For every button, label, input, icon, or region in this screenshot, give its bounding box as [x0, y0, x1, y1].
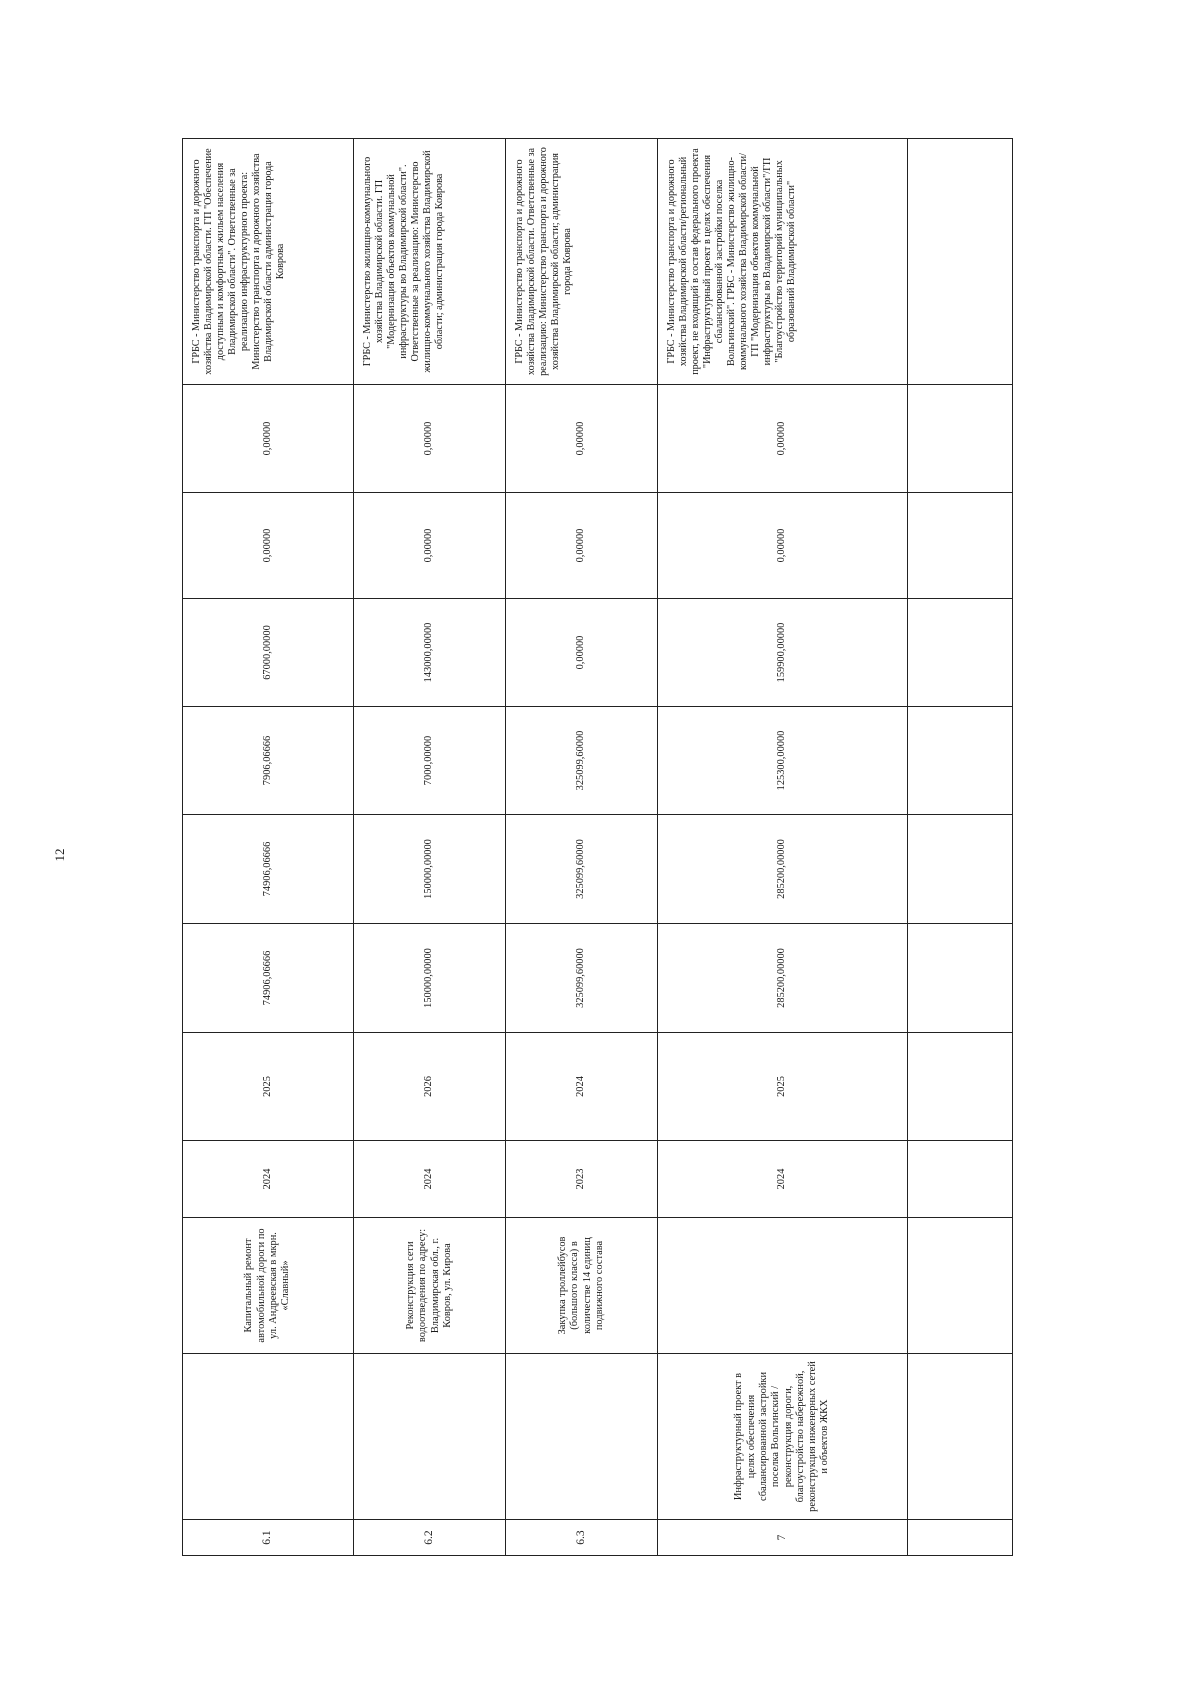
total-amount: 325099,60000: [506, 924, 658, 1033]
amount-1: 150000,00000: [354, 815, 506, 924]
empty-cell: [908, 139, 1013, 385]
responsible-text: ГРБС - Министерство транспорта и дорожного хозяйства Владимирской области/региональный проект, не входящий в состав федерального проекта "Инфраструктурный проект в целях обеспечения сбалансированной застройки поселка Вольгинский". ГРБС - Министерство жилищно-коммунального хозяйства Владимирской области/ГП "Модернизация объектов коммунальной инфраструктуры во Владимирской области"/ГП "Благоустройство территорий муниципальных образований Владимирской области": [658, 139, 908, 385]
amount-5: 0,00000: [506, 385, 658, 493]
empty-cell: [908, 707, 1013, 815]
year-end: 2025: [183, 1033, 354, 1141]
object-name: Закупка троллейбусов (большого класса) в количестве 14 единиц подвижного состава: [506, 1218, 658, 1354]
table-row: [658, 139, 908, 1556]
amount-1: 285200,00000: [658, 815, 908, 924]
amount-3: 0,00000: [506, 599, 658, 707]
table-row: [354, 139, 506, 1556]
responsible-text: ГРБС - Министерство жилищно-коммунального хозяйства Владимирской области. ГП "Модернизация объектов коммунальной инфраструктуры во Владимирской области". Ответственные за реализацию: Министерство жилищно-коммунального хозяйства Владимирской области; администрация города Коврова: [354, 139, 506, 385]
projects-table: [182, 138, 1013, 1556]
empty-cell: [908, 1218, 1013, 1354]
responsible-text: ГРБС - Министерство транспорта и дорожного хозяйства Владимирской области. ГП "Обеспечение доступным и комфортным жильем населения Владимирской области". Ответственные за реализацию инфраструктурного проекта: Министерство транспорта и дорожного хозяйства Владимирской области администрация города Коврова: [183, 139, 354, 385]
responsible-text: ГРБС - Министерство транспорта и дорожного хозяйства Владимирской области. Ответственные за реализацию: Министерство транспорта и дорожного хозяйства Владимирской области; администрация города Коврова: [506, 139, 658, 385]
empty-cell: [908, 1354, 1013, 1520]
empty-cell: [908, 599, 1013, 707]
year-start: 2023: [506, 1141, 658, 1218]
table-row: [908, 139, 1013, 1556]
amount-4: 0,00000: [354, 493, 506, 599]
amount-2: 7906,06666: [183, 707, 354, 815]
row-number: 6.3: [506, 1520, 658, 1556]
empty-cell: [908, 385, 1013, 493]
empty-cell: [908, 1520, 1013, 1556]
table-row: [183, 139, 354, 1556]
group-name-cell: [354, 1354, 506, 1520]
year-start: 2024: [658, 1141, 908, 1218]
year-start: 2024: [183, 1141, 354, 1218]
group-name-cell: [183, 1354, 354, 1520]
year-start: 2024: [354, 1141, 506, 1218]
year-end: 2024: [506, 1033, 658, 1141]
investment-projects-table: [182, 139, 1012, 1556]
total-amount: 74906,06666: [183, 924, 354, 1033]
amount-2: 325099,60000: [506, 707, 658, 815]
amount-1: 74906,06666: [183, 815, 354, 924]
amount-3: 143000,00000: [354, 599, 506, 707]
table-row: [506, 139, 658, 1556]
amount-2: 7000,00000: [354, 707, 506, 815]
object-name: Капитальный ремонт автомобильной дороги по ул. Андреевская в мкрн. «Славный»: [183, 1218, 354, 1354]
amount-4: 0,00000: [658, 493, 908, 599]
year-end: 2025: [658, 1033, 908, 1141]
amount-2: 125300,00000: [658, 707, 908, 815]
amount-5: 0,00000: [658, 385, 908, 493]
row-number: 6.2: [354, 1520, 506, 1556]
object-name-cell: [658, 1218, 908, 1354]
amount-5: 0,00000: [354, 385, 506, 493]
amount-1: 325099,60000: [506, 815, 658, 924]
page-number: 12: [52, 848, 67, 862]
empty-cell: [908, 1033, 1013, 1141]
empty-cell: [908, 1141, 1013, 1218]
empty-cell: [908, 493, 1013, 599]
group-name-cell: [506, 1354, 658, 1520]
amount-4: 0,00000: [506, 493, 658, 599]
amount-3: 67000,00000: [183, 599, 354, 707]
row-number: 7: [658, 1520, 908, 1556]
total-amount: 150000,00000: [354, 924, 506, 1033]
amount-3: 159900,00000: [658, 599, 908, 707]
year-end: 2026: [354, 1033, 506, 1141]
amount-5: 0,00000: [183, 385, 354, 493]
empty-cell: [908, 924, 1013, 1033]
empty-cell: [908, 815, 1013, 924]
project-name: Инфраструктурный проект в целях обеспечения сбалансированной застройки поселка Вольгинский / реконструкция дороги, благоустройство набережной, реконструкция инженерных сетей и объектов ЖКХ: [658, 1354, 908, 1520]
row-number: 6.1: [183, 1520, 354, 1556]
object-name: Реконструкция сети водоотведения по адресу: Владимирская обл., г. Ковров, ул. Кирова: [354, 1218, 506, 1354]
total-amount: 285200,00000: [658, 924, 908, 1033]
amount-4: 0,00000: [183, 493, 354, 599]
